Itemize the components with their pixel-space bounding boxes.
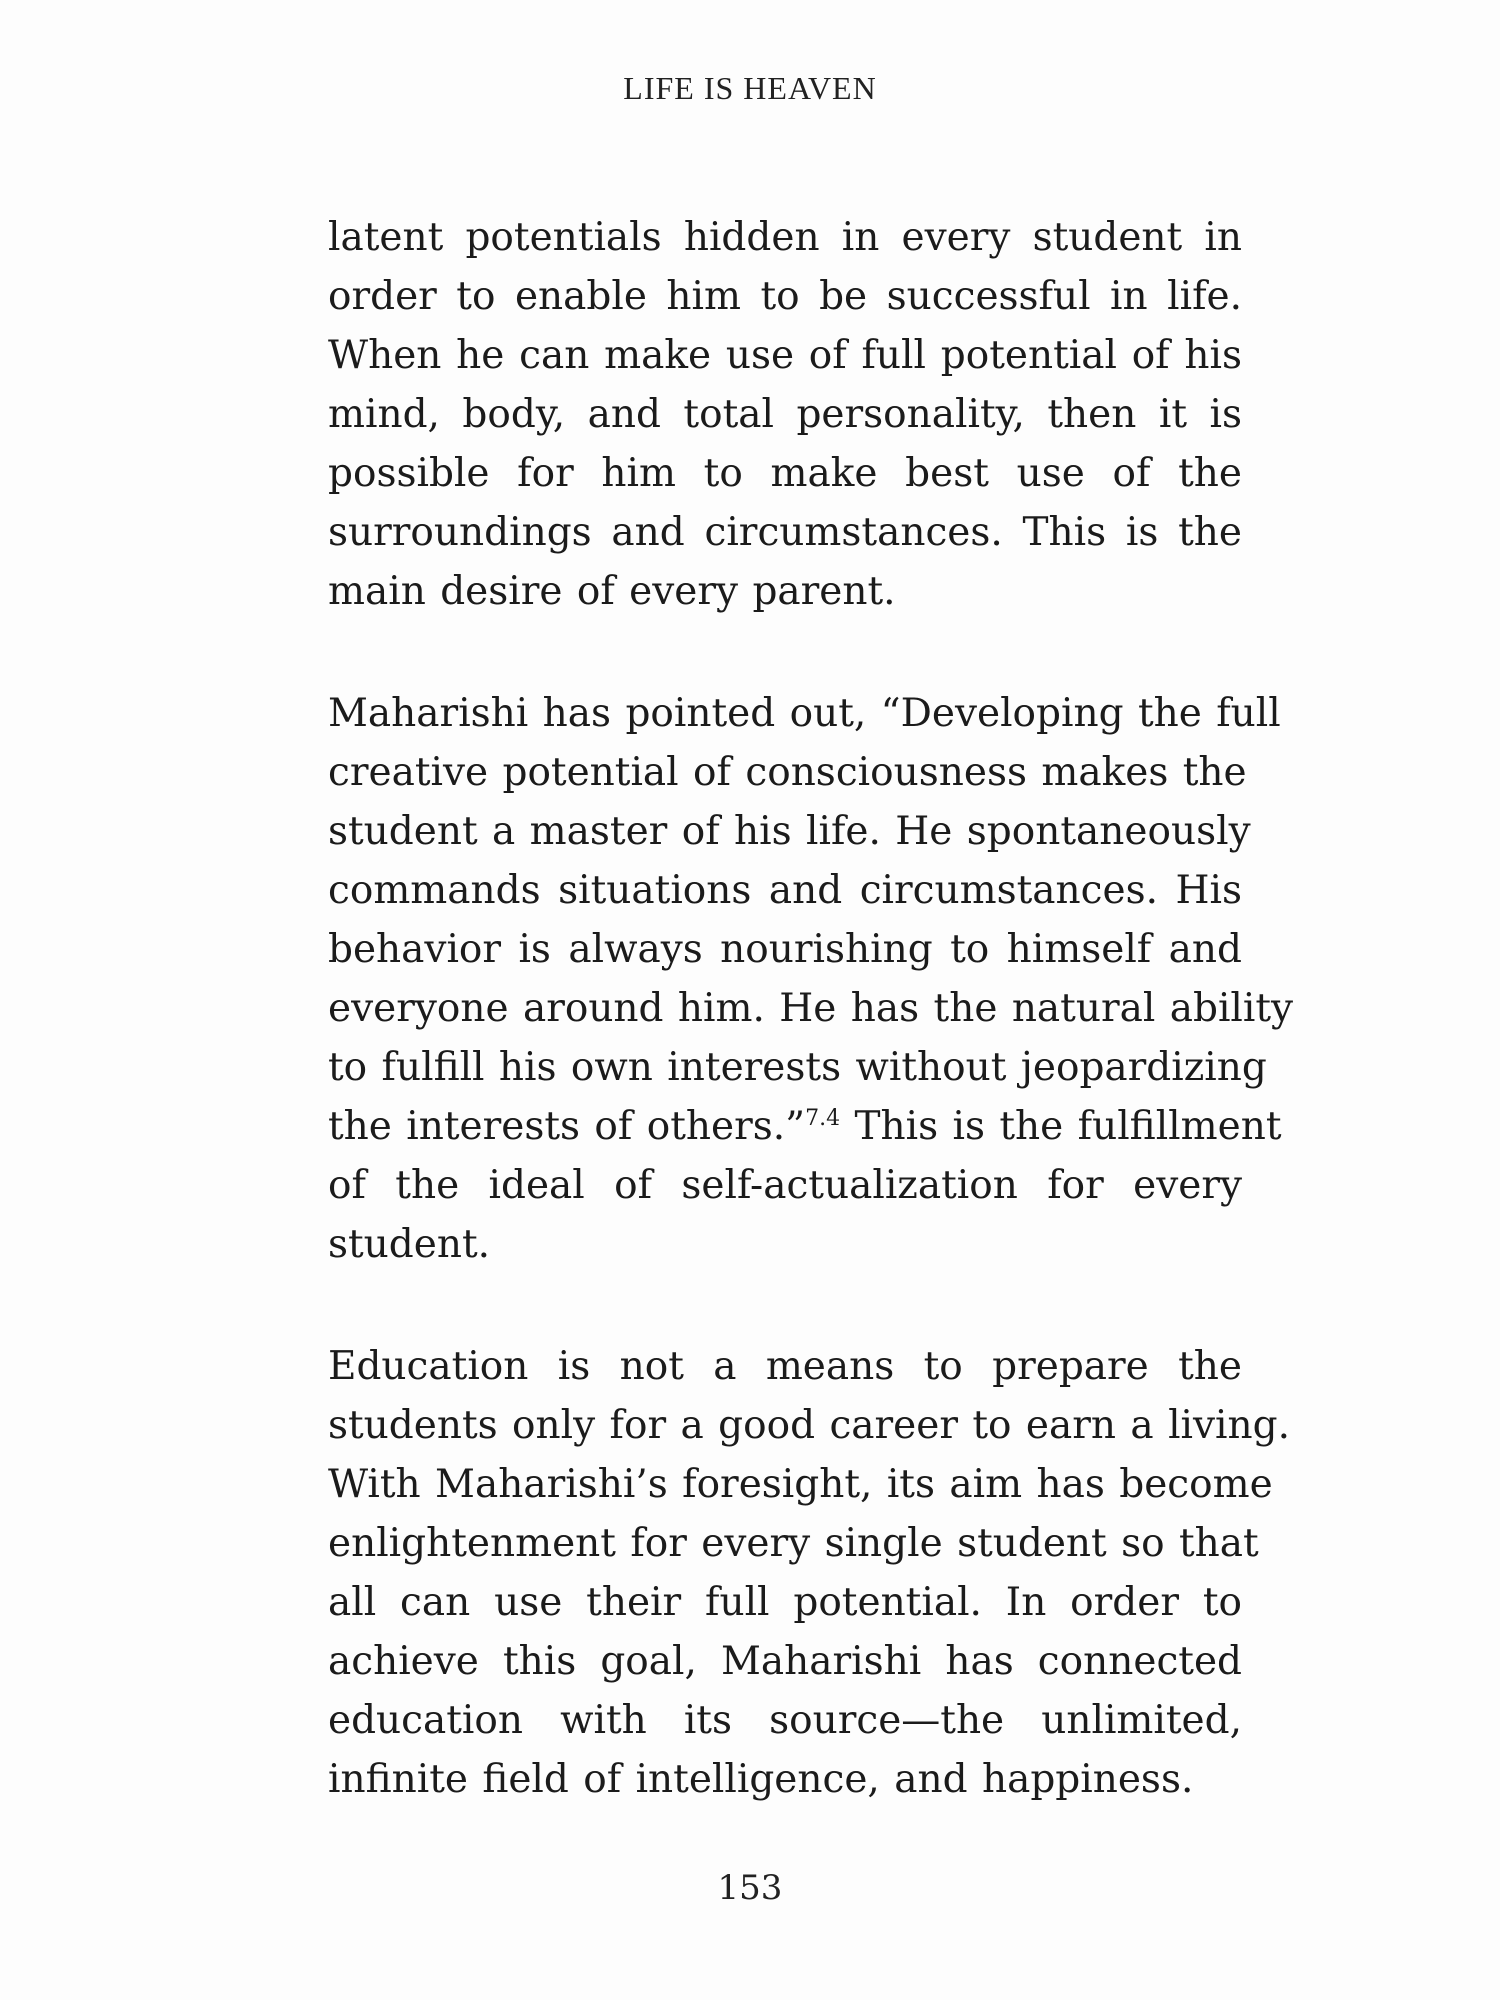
text-line: Maharishi has pointed out, “Developing the full [328, 691, 1281, 736]
page-number: 153 [717, 1868, 783, 1908]
text-line: behavior is always nourishing to himself and [328, 927, 1242, 972]
paragraph-2 [328, 684, 1294, 1274]
text-line: order to enable him to be successful in life. [328, 274, 1242, 319]
running-head: LIFE IS HEAVEN [623, 70, 877, 106]
text-line: to fulfill his own interests without jeopardizing [328, 1045, 1267, 1090]
text-line: Education is not a means to prepare the [328, 1344, 1242, 1389]
paragraph-3 [328, 1337, 1290, 1809]
text-line: creative potential of consciousness makes the [328, 750, 1247, 795]
text-line: student a master of his life. He spontaneously [328, 809, 1251, 854]
text-line: of the ideal of self-actualization for every [328, 1163, 1242, 1208]
text-line: When he can make use of full potential of his [328, 333, 1242, 378]
text-line: surroundings and circumstances. This is the [328, 510, 1242, 555]
text-segment: the interests of others.” [328, 1104, 806, 1149]
text-line: enlightenment for every single student so that [328, 1521, 1259, 1566]
text-line: latent potentials hidden in every student in [328, 215, 1242, 260]
text-line: main desire of every parent. [328, 569, 896, 614]
text-line: With Maharishi’s foresight, its aim has become [328, 1462, 1273, 1507]
text-line: infinite field of intelligence, and happiness. [328, 1757, 1194, 1802]
text-line: mind, body, and total personality, then it is [328, 392, 1242, 437]
footnote-reference: 7.4 [805, 1106, 841, 1131]
text-line-with-footnote [328, 1097, 1282, 1156]
text-line: everyone around him. He has the natural ability [328, 986, 1294, 1031]
text-line: students only for a good career to earn a living. [328, 1403, 1290, 1448]
body-text [328, 208, 1294, 1872]
text-line: all can use their full potential. In order to [328, 1580, 1242, 1625]
text-line: possible for him to make best use of the [328, 451, 1242, 496]
paragraph-1 [328, 208, 1242, 621]
text-line: student. [328, 1222, 491, 1267]
text-line: achieve this goal, Maharishi has connected [328, 1639, 1242, 1684]
text-segment: This is the fulfillment [840, 1104, 1282, 1149]
text-line: commands situations and circumstances. His [328, 868, 1242, 913]
text-line: education with its source—the unlimited, [328, 1698, 1242, 1743]
